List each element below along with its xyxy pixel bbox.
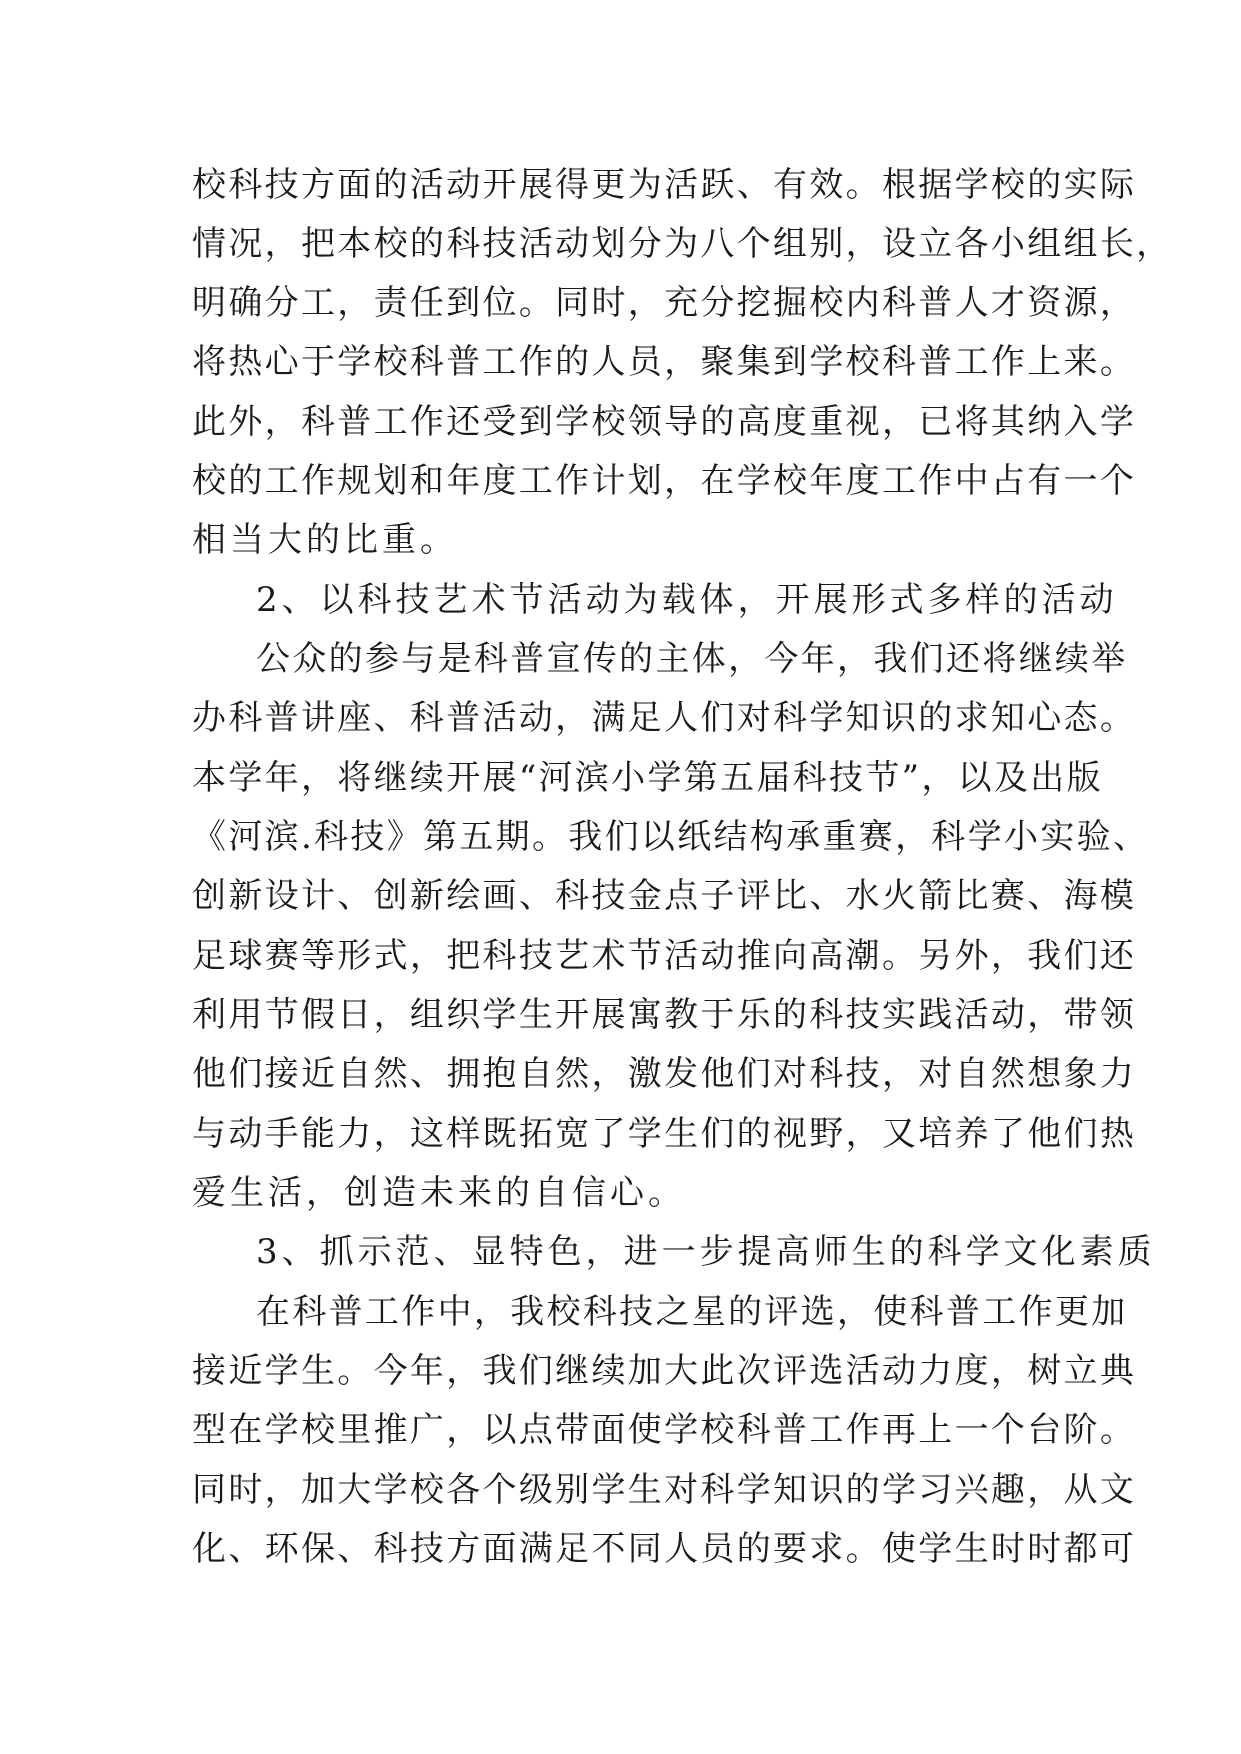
- section-heading: 3、抓示范、显特色，进一步提高师生的科学文化素质: [256, 1232, 1156, 1272]
- text-line: 化 、 环 保 、 科 技 方 面 满 足 不 同 人 员 的 要 求 。 使 学 生 时 时 都 可: [192, 1529, 1134, 1569]
- text-line: 情 况 ， 把 本 校 的 科 技 活 动 划 分 为 八 个 组 别 ， 设 立 各 小 组 组 长 ，: [192, 224, 1171, 264]
- text-line: 与 动 手 能 力 ， 这 样 既 拓 宽 了 学 生 们 的 视 野 ， 又 培 养 了 他 们 热: [192, 1114, 1134, 1154]
- text-line: 型 在 学 校 里 推 广 ， 以 点 带 面 使 学 校 科 普 工 作 再 上 一 个 台 阶 。: [192, 1410, 1134, 1450]
- text-line: 足 球 赛 等 形 式 ， 把 科 技 艺 术 节 活 动 推 向 高 潮 。 另 外 ， 我 们 还: [192, 936, 1134, 976]
- paragraph-first-line: 公 众 的 参 与 是 科 普 宣 传 的 主 体 ， 今 年 ， 我 们 还 将 继 续 举: [256, 639, 1126, 679]
- text-line: 他 们 接 近 自 然 、 拥 抱 自 然 ， 激 发 他 们 对 科 技 ， 对 自 然 想 象 力: [192, 1054, 1134, 1094]
- text-line: 此 外 ， 科 普 工 作 还 受 到 学 校 领 导 的 高 度 重 视 ， 已 将 其 纳 入 学: [192, 402, 1134, 442]
- text-line: 《 河 滨 . 科 技 》 第 五 期 。 我 们 以 纸 结 构 承 重 赛 ， 科 学 小 实 验 、: [192, 817, 1147, 857]
- paragraph-first-line: 在 科 普 工 作 中 ， 我 校 科 技 之 星 的 评 选 ， 使 科 普 工 作 更 加: [256, 1292, 1126, 1332]
- text-line: 将 热 心 于 学 校 科 普 工 作 的 人 员 ， 聚 集 到 学 校 科 普 工 作 上 来 。: [192, 342, 1134, 382]
- text-line: 校 的 工 作 规 划 和 年 度 工 作 计 划 ， 在 学 校 年 度 工 作 中 占 有 一 个: [192, 461, 1134, 501]
- text-line: 接 近 学 生 。 今 年 ， 我 们 继 续 加 大 此 次 评 选 活 动 力 度 ， 树 立 典: [192, 1351, 1134, 1391]
- text-line: 办 科 普 讲 座 、 科 普 活 动 ， 满 足 人 们 对 科 学 知 识 的 求 知 心 态 。: [192, 698, 1134, 738]
- text-line: 明 确 分 工 ， 责 任 到 位 。 同 时 ， 充 分 挖 掘 校 内 科 普 人 才 资 源 ，: [192, 283, 1134, 323]
- text-line: 相当大的比重。: [192, 520, 458, 560]
- text-line: 爱生活，创造未来的自信心。: [192, 1173, 686, 1213]
- text-line: 校 科 技 方 面 的 活 动 开 展 得 更 为 活 跃 、 有 效 。 根 据 学 校 的 实 际: [192, 165, 1134, 205]
- text-line: 利 用 节 假 日 ， 组 织 学 生 开 展 寓 教 于 乐 的 科 技 实 践 活 动 ， 带 领: [192, 995, 1134, 1035]
- text-line: 本 学 年 ， 将 继 续 开 展 “ 河 滨 小 学 第 五 届 科 技 节 ” ， 以 及 出 版: [192, 758, 1101, 798]
- text-line: 同 时 ， 加 大 学 校 各 个 级 别 学 生 对 科 学 知 识 的 学 习 兴 趣 ， 从 文: [192, 1470, 1134, 1510]
- text-line: 创 新 设 计 、 创 新 绘 画 、 科 技 金 点 子 评 比 、 水 火 箭 比 赛 、 海 模: [192, 876, 1134, 916]
- section-heading: 2、以科技艺术节活动为载体，开展形式多样的活动: [256, 580, 1118, 620]
